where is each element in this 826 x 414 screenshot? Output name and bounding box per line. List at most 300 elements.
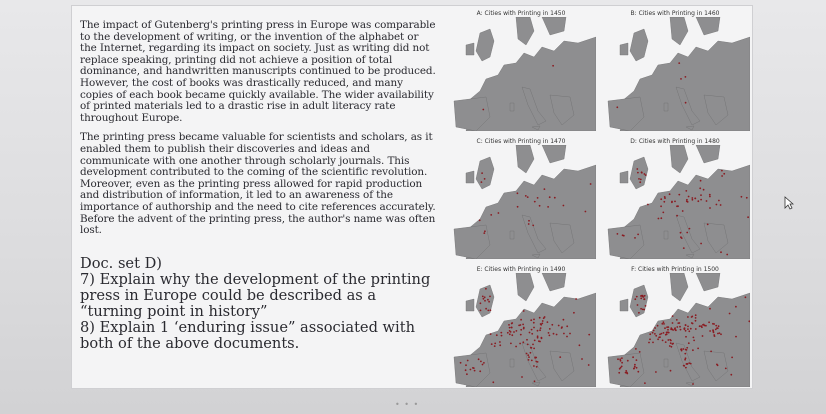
city-dot xyxy=(626,373,628,375)
city-dot xyxy=(496,334,498,336)
city-dot xyxy=(537,197,539,199)
city-dot xyxy=(634,366,636,368)
city-dot xyxy=(681,348,683,350)
map-1500 xyxy=(600,264,750,388)
city-dot xyxy=(520,319,522,321)
city-dot xyxy=(684,328,686,330)
city-dot xyxy=(716,364,718,366)
city-dot xyxy=(527,196,529,198)
city-dot xyxy=(703,189,705,191)
city-dot xyxy=(619,358,621,360)
city-dot xyxy=(682,210,684,212)
city-dot xyxy=(690,328,692,330)
city-dot xyxy=(638,312,640,314)
city-dot xyxy=(465,369,467,371)
city-dot xyxy=(663,332,665,334)
city-dot xyxy=(585,211,587,213)
city-dot xyxy=(662,212,664,214)
city-dot xyxy=(484,230,486,232)
city-dot xyxy=(713,332,715,334)
city-dot xyxy=(549,328,551,330)
city-dot xyxy=(685,324,687,326)
reading-passage xyxy=(80,20,436,245)
city-dot xyxy=(692,199,694,201)
city-dot xyxy=(686,349,688,351)
city-dot xyxy=(699,325,701,327)
city-dot xyxy=(523,327,525,329)
city-dot xyxy=(692,323,694,325)
city-dot xyxy=(541,323,543,325)
city-dot xyxy=(685,336,687,338)
city-dot xyxy=(660,198,662,200)
city-dot xyxy=(513,331,515,333)
city-dot xyxy=(669,345,671,347)
city-dot xyxy=(686,199,688,201)
printing-maps-grid xyxy=(446,8,756,388)
city-dot xyxy=(500,332,502,334)
city-dot xyxy=(530,319,532,321)
city-dot xyxy=(701,326,703,328)
city-dot xyxy=(685,76,687,78)
city-dot xyxy=(566,336,568,338)
city-dot xyxy=(484,300,486,302)
map-title: A: Cities with Printing in 1450 xyxy=(476,10,566,17)
city-dot xyxy=(641,295,643,297)
land-region xyxy=(664,359,668,367)
city-dot xyxy=(639,181,641,183)
city-dot xyxy=(632,356,634,358)
city-dot xyxy=(644,173,646,175)
city-dot xyxy=(552,65,554,67)
city-dot xyxy=(482,296,484,298)
land-region xyxy=(466,299,474,311)
city-dot xyxy=(741,196,743,198)
city-dot xyxy=(510,331,512,333)
city-dot xyxy=(551,324,553,326)
city-dot xyxy=(635,348,637,350)
city-dot xyxy=(499,344,501,346)
city-dot xyxy=(619,368,621,370)
city-dot xyxy=(680,329,682,331)
city-dot xyxy=(702,335,704,337)
city-dot xyxy=(537,330,539,332)
city-dot xyxy=(507,332,509,334)
city-dot xyxy=(671,346,673,348)
city-dot xyxy=(670,342,672,344)
city-dot xyxy=(532,344,534,346)
city-dot xyxy=(706,200,708,202)
city-dot xyxy=(641,172,643,174)
europe-map-1450 xyxy=(446,17,596,131)
city-dot xyxy=(485,288,487,290)
city-dot xyxy=(689,228,691,230)
city-dot xyxy=(588,364,590,366)
city-dot xyxy=(702,324,704,326)
city-dot xyxy=(467,360,469,362)
city-dot xyxy=(697,348,699,350)
city-dot xyxy=(465,364,467,366)
city-dot xyxy=(692,349,694,351)
city-dot xyxy=(573,312,575,314)
city-dot xyxy=(636,168,638,170)
city-dot xyxy=(687,326,689,328)
city-dot xyxy=(473,367,475,369)
city-dot xyxy=(674,201,676,203)
city-dot xyxy=(549,335,551,337)
city-dot xyxy=(566,325,568,327)
map-title: F: Cities with Printing in 1500 xyxy=(631,266,719,273)
city-dot xyxy=(491,343,493,345)
city-dot xyxy=(719,332,721,334)
city-dot xyxy=(652,342,654,344)
land-region xyxy=(620,299,628,311)
map-1480 xyxy=(600,136,750,260)
city-dot xyxy=(655,371,657,373)
city-dot xyxy=(527,354,529,356)
city-dot xyxy=(664,196,666,198)
city-dot xyxy=(697,200,699,202)
city-dot xyxy=(539,317,541,319)
city-dot xyxy=(616,106,618,108)
city-dot xyxy=(713,334,715,336)
city-dot xyxy=(726,254,728,256)
city-dot xyxy=(688,330,690,332)
city-dot xyxy=(633,368,635,370)
city-dot xyxy=(660,205,662,207)
city-dot xyxy=(686,363,688,365)
city-dot xyxy=(510,343,512,345)
city-dot xyxy=(533,327,535,329)
city-dot xyxy=(636,359,638,361)
city-dot xyxy=(655,335,657,337)
city-dot xyxy=(683,348,685,350)
city-dot xyxy=(649,333,651,335)
city-dot xyxy=(720,204,722,206)
city-dot xyxy=(712,329,714,331)
city-dot xyxy=(539,329,541,331)
city-dot xyxy=(667,329,669,331)
city-dot xyxy=(709,194,711,196)
city-dot xyxy=(693,340,695,342)
city-dot xyxy=(525,195,527,197)
cursor-arrow-icon xyxy=(784,196,794,210)
question-8: 8) Explain 1 ‘enduring issue” associated with both of the above documents. xyxy=(80,319,415,352)
city-dot xyxy=(647,204,649,206)
city-dot xyxy=(509,333,511,335)
city-dot xyxy=(679,322,681,324)
city-dot xyxy=(695,317,697,319)
city-dot xyxy=(731,357,733,359)
city-dot xyxy=(540,324,542,326)
city-dot xyxy=(660,217,662,219)
city-dot xyxy=(499,341,501,343)
city-dot xyxy=(623,235,625,237)
city-dot xyxy=(709,308,711,310)
document-page xyxy=(72,6,752,388)
map-title: E: Cities with Printing in 1490 xyxy=(476,266,566,273)
city-dot xyxy=(569,333,571,335)
city-dot xyxy=(534,340,536,342)
city-dot xyxy=(529,332,531,334)
city-dot xyxy=(666,332,668,334)
city-dot xyxy=(509,327,511,329)
city-dot xyxy=(526,339,528,341)
city-dot xyxy=(492,381,494,383)
city-dot xyxy=(729,313,731,315)
city-dot xyxy=(643,298,645,300)
city-dot xyxy=(718,325,720,327)
city-dot xyxy=(563,205,565,207)
city-dot xyxy=(480,302,482,304)
city-dot xyxy=(531,360,533,362)
city-dot xyxy=(581,358,583,360)
city-dot xyxy=(648,342,650,344)
city-dot xyxy=(687,316,689,318)
map-1470 xyxy=(446,136,596,260)
city-dot xyxy=(665,341,667,343)
city-dot xyxy=(479,370,481,372)
city-dot xyxy=(679,326,681,328)
city-dot xyxy=(678,62,680,64)
city-dot xyxy=(481,172,483,174)
europe-map-1460 xyxy=(600,17,750,131)
city-dot xyxy=(540,327,542,329)
question-7: 7) Explain why the development of the printing press in Europe could be described as a “turning point in history” xyxy=(80,271,431,320)
city-dot xyxy=(672,322,674,324)
city-dot xyxy=(657,325,659,327)
city-dot xyxy=(511,322,513,324)
city-dot xyxy=(575,298,577,300)
city-dot xyxy=(720,333,722,335)
city-dot xyxy=(634,298,636,300)
city-dot xyxy=(559,356,561,358)
city-dot xyxy=(590,183,592,185)
city-dot xyxy=(625,370,627,372)
city-dot xyxy=(678,194,680,196)
city-dot xyxy=(671,201,673,203)
city-dot xyxy=(534,201,536,203)
city-dot xyxy=(667,339,669,341)
city-dot xyxy=(716,204,718,206)
city-dot xyxy=(693,337,695,339)
city-dot xyxy=(700,243,702,245)
city-dot xyxy=(688,342,690,344)
city-dot xyxy=(654,327,656,329)
city-dot xyxy=(667,326,669,328)
question-block xyxy=(80,256,440,352)
city-dot xyxy=(579,344,581,346)
city-dot xyxy=(522,341,524,343)
city-dot xyxy=(709,207,711,209)
city-dot xyxy=(686,347,688,349)
city-dot xyxy=(709,330,711,332)
city-dot xyxy=(528,359,530,361)
map-1460 xyxy=(600,8,750,132)
city-dot xyxy=(487,299,489,301)
city-dot xyxy=(708,321,710,323)
city-dot xyxy=(672,315,674,317)
city-dot xyxy=(526,353,528,355)
city-dot xyxy=(541,337,543,339)
map-1490 xyxy=(446,264,596,388)
city-dot xyxy=(699,187,701,189)
city-dot xyxy=(554,197,556,199)
city-dot xyxy=(746,197,748,199)
city-dot xyxy=(661,333,663,335)
city-dot xyxy=(681,237,683,239)
city-dot xyxy=(665,334,667,336)
city-dot xyxy=(460,362,462,364)
city-dot xyxy=(685,190,687,192)
land-region xyxy=(664,103,668,111)
city-dot xyxy=(664,327,666,329)
city-dot xyxy=(654,333,656,335)
city-dot xyxy=(494,345,496,347)
city-dot xyxy=(543,317,545,319)
city-dot xyxy=(663,321,665,323)
city-dot xyxy=(672,343,674,345)
city-dot xyxy=(470,369,472,371)
land-region xyxy=(620,171,628,183)
land-region xyxy=(466,171,474,183)
city-dot xyxy=(501,335,503,337)
city-dot xyxy=(490,214,492,216)
city-dot xyxy=(481,181,483,183)
city-dot xyxy=(483,232,485,234)
city-dot xyxy=(487,310,489,312)
map-title: D: Cities with Printing in 1480 xyxy=(630,138,720,145)
city-dot xyxy=(466,373,468,375)
city-dot xyxy=(634,237,636,239)
city-dot xyxy=(544,188,546,190)
city-dot xyxy=(515,346,517,348)
city-dot xyxy=(692,383,694,385)
city-dot xyxy=(484,296,486,298)
city-dot xyxy=(533,319,535,321)
scroll-indicator[interactable]: • • • xyxy=(395,400,420,409)
city-dot xyxy=(531,333,533,335)
city-dot xyxy=(638,178,640,180)
city-dot xyxy=(516,330,518,332)
city-dot xyxy=(483,298,485,300)
city-dot xyxy=(710,351,712,353)
city-dot xyxy=(685,330,687,332)
city-dot xyxy=(538,340,540,342)
city-dot xyxy=(625,372,627,374)
city-dot xyxy=(637,172,639,174)
city-dot xyxy=(532,225,534,227)
city-dot xyxy=(531,329,533,331)
city-dot xyxy=(494,343,496,345)
city-dot xyxy=(676,326,678,328)
city-dot xyxy=(521,376,523,378)
city-dot xyxy=(637,371,639,373)
city-dot xyxy=(695,328,697,330)
city-dot xyxy=(537,335,539,337)
city-dot xyxy=(695,314,697,316)
city-dot xyxy=(730,374,732,376)
city-dot xyxy=(508,324,510,326)
map-title: B: Cities with Printing in 1460 xyxy=(630,10,720,17)
land-region xyxy=(510,103,514,111)
city-dot xyxy=(561,326,563,328)
city-dot xyxy=(676,319,678,321)
city-dot xyxy=(687,201,689,203)
city-dot xyxy=(636,367,638,369)
city-dot xyxy=(663,201,665,203)
city-dot xyxy=(637,304,639,306)
city-dot xyxy=(723,173,725,175)
city-dot xyxy=(652,332,654,334)
city-dot xyxy=(721,175,723,177)
europe-map-1480 xyxy=(600,145,750,259)
city-dot xyxy=(533,322,535,324)
land-region xyxy=(620,43,628,55)
paragraph-gutenberg-impact: The impact of Gutenberg's printing press in Europe was comparable to the development of writing, or the invention of the alphabet or the Internet, regarding its impact on society. Just as writing did not replace speaking, printing did not achieve a position of total dominance, and handwritten manuscripts continued to be produced. However, the cost of books was drastically reduced, and many copies of each book became quickly available. The wider availability of printed materials led to a drastic rise in adult literacy rate throughout Europe. xyxy=(80,19,436,124)
city-dot xyxy=(474,370,476,372)
europe-map-1500 xyxy=(600,273,750,387)
city-dot xyxy=(684,353,686,355)
city-dot xyxy=(489,296,491,298)
city-dot xyxy=(715,325,717,327)
map-title: C: Cities with Printing in 1470 xyxy=(476,138,566,145)
city-dot xyxy=(528,223,530,225)
city-dot xyxy=(669,193,671,195)
city-dot xyxy=(645,305,647,307)
city-dot xyxy=(644,382,646,384)
city-dot xyxy=(482,109,484,111)
city-dot xyxy=(621,366,623,368)
city-dot xyxy=(657,338,659,340)
city-dot xyxy=(707,224,709,226)
city-dot xyxy=(483,362,485,364)
city-dot xyxy=(677,205,679,207)
city-dot xyxy=(649,338,651,340)
city-dot xyxy=(490,333,492,335)
city-dot xyxy=(485,308,487,310)
land-region xyxy=(466,43,474,55)
city-dot xyxy=(530,352,532,354)
city-dot xyxy=(478,358,480,360)
city-dot xyxy=(735,336,737,338)
city-dot xyxy=(547,206,549,208)
city-dot xyxy=(640,308,642,310)
city-dot xyxy=(663,323,665,325)
city-dot xyxy=(718,200,720,202)
city-dot xyxy=(533,348,535,350)
city-dot xyxy=(636,296,638,298)
city-dot xyxy=(674,327,676,329)
city-dot xyxy=(617,233,619,235)
city-dot xyxy=(747,216,749,218)
city-dot xyxy=(520,334,522,336)
city-dot xyxy=(700,194,702,196)
city-dot xyxy=(511,327,513,329)
city-dot xyxy=(617,358,619,360)
europe-map-1470 xyxy=(446,145,596,259)
city-dot xyxy=(531,347,533,349)
city-dot xyxy=(721,170,723,172)
city-dot xyxy=(680,232,682,234)
land-region xyxy=(664,231,668,239)
europe-map-1490 xyxy=(446,273,596,387)
city-dot xyxy=(653,330,655,332)
city-dot xyxy=(685,102,687,104)
city-dot xyxy=(686,232,688,234)
city-dot xyxy=(662,340,664,342)
city-dot xyxy=(691,316,693,318)
city-dot xyxy=(709,196,711,198)
